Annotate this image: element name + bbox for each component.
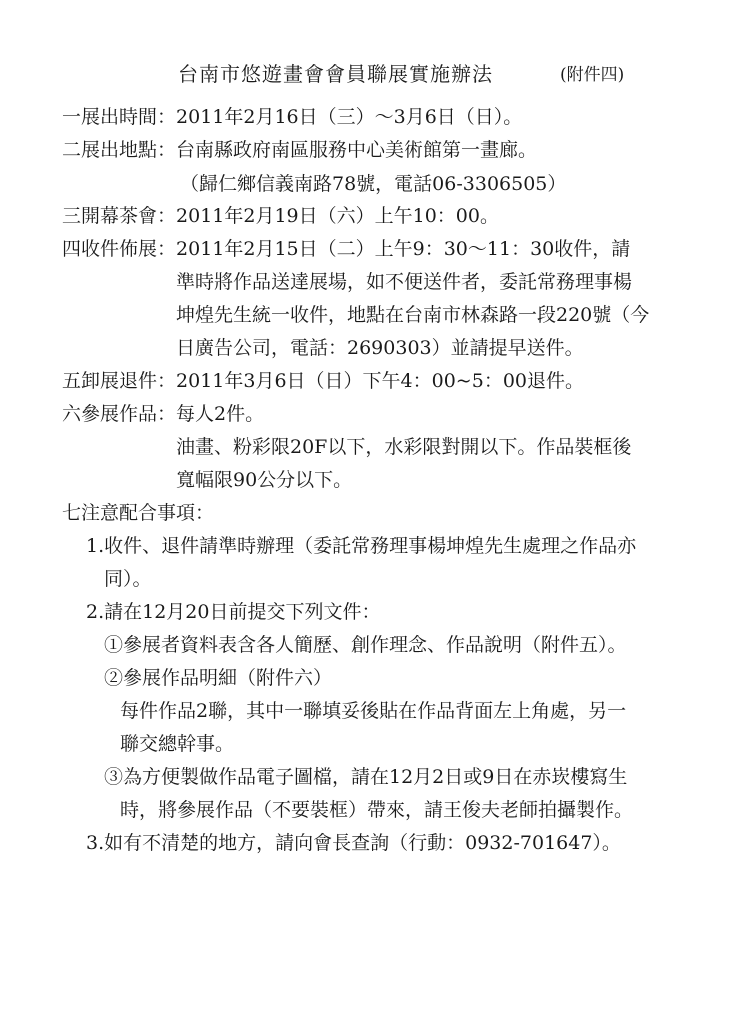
note-2c-text: 時，將參展作品（不要裝框）帶來，請王俊夫老師拍攝製作。 xyxy=(120,799,634,821)
item-text: 台南縣政府南區服務中心美術館第一畫廊。 xyxy=(176,139,538,161)
note-2c: ③為方便製做作品電子圖檔，請在12月2日或9日在赤崁樓寫生 xyxy=(104,766,628,788)
item-text: 準時將作品送達展場，如不便送件者，委託常務理事楊 xyxy=(176,271,633,293)
item-text: 2011年2月15日（二）上午9：30～11：30收件，請 xyxy=(176,238,631,260)
note-3: 3.如有不清楚的地方，請向會長查詢（行動：0932-701647）。 xyxy=(86,832,621,854)
note-2b-text: 每件作品2聯，其中一聯填妥後貼在作品背面左上角處，另一 xyxy=(120,700,627,722)
item-works xyxy=(62,405,264,424)
item-notes-heading: 七注意配合事項： xyxy=(62,502,215,524)
item-text: 2011年2月16日（三）～3月6日（日）。 xyxy=(176,106,523,128)
item-text: 日廣告公司，電話：2690303）並請提早送件。 xyxy=(176,337,584,359)
item-text: 2011年3月6日（日）下午4：00~5：00退件。 xyxy=(176,370,584,392)
note-2: 2.請在12月20日前提交下列文件： xyxy=(86,601,381,623)
document-title: 台南市悠遊畫會會員聯展實施辦法 xyxy=(178,62,493,86)
item-text: 每人2件。 xyxy=(176,403,265,425)
item-unload xyxy=(62,372,584,391)
item-place xyxy=(62,141,537,160)
item-time xyxy=(62,108,522,127)
item-label: 二展出地點： xyxy=(62,139,177,161)
note-1: 1.收件、退件請準時辦理（委託常務理事楊坤煌先生處理之作品亦 xyxy=(86,535,637,557)
note-2a: ①參展者資料表含各人簡歷、創作理念、作品說明（附件五）。 xyxy=(104,634,627,656)
note-2b: ②參展作品明細（附件六） xyxy=(104,667,333,689)
item-text: （歸仁鄉信義南路78號，電話06-3306505） xyxy=(180,173,567,195)
item-text: 2011年2月19日（六）上午10：00。 xyxy=(176,205,499,227)
item-label: 一展出時間： xyxy=(62,106,177,128)
item-text: 油畫、粉彩限20F以下，水彩限對開以下。作品裝框後 xyxy=(176,436,632,458)
item-receive xyxy=(62,240,630,259)
item-tea xyxy=(62,207,499,226)
item-text: 坤煌先生統一收件，地點在台南市林森路一段220號（今 xyxy=(176,304,650,326)
item-label: 三開幕茶會： xyxy=(62,205,177,227)
item-label: 六參展作品： xyxy=(62,403,177,425)
item-label: 四收件佈展： xyxy=(62,238,177,260)
note-1-cont: 同）。 xyxy=(104,568,152,590)
attachment-label: (附件四) xyxy=(560,65,625,85)
item-label: 五卸展退件： xyxy=(62,370,177,392)
item-text: 寬幅限90公分以下。 xyxy=(176,469,353,491)
note-2b-text: 聯交總幹事。 xyxy=(120,733,235,755)
